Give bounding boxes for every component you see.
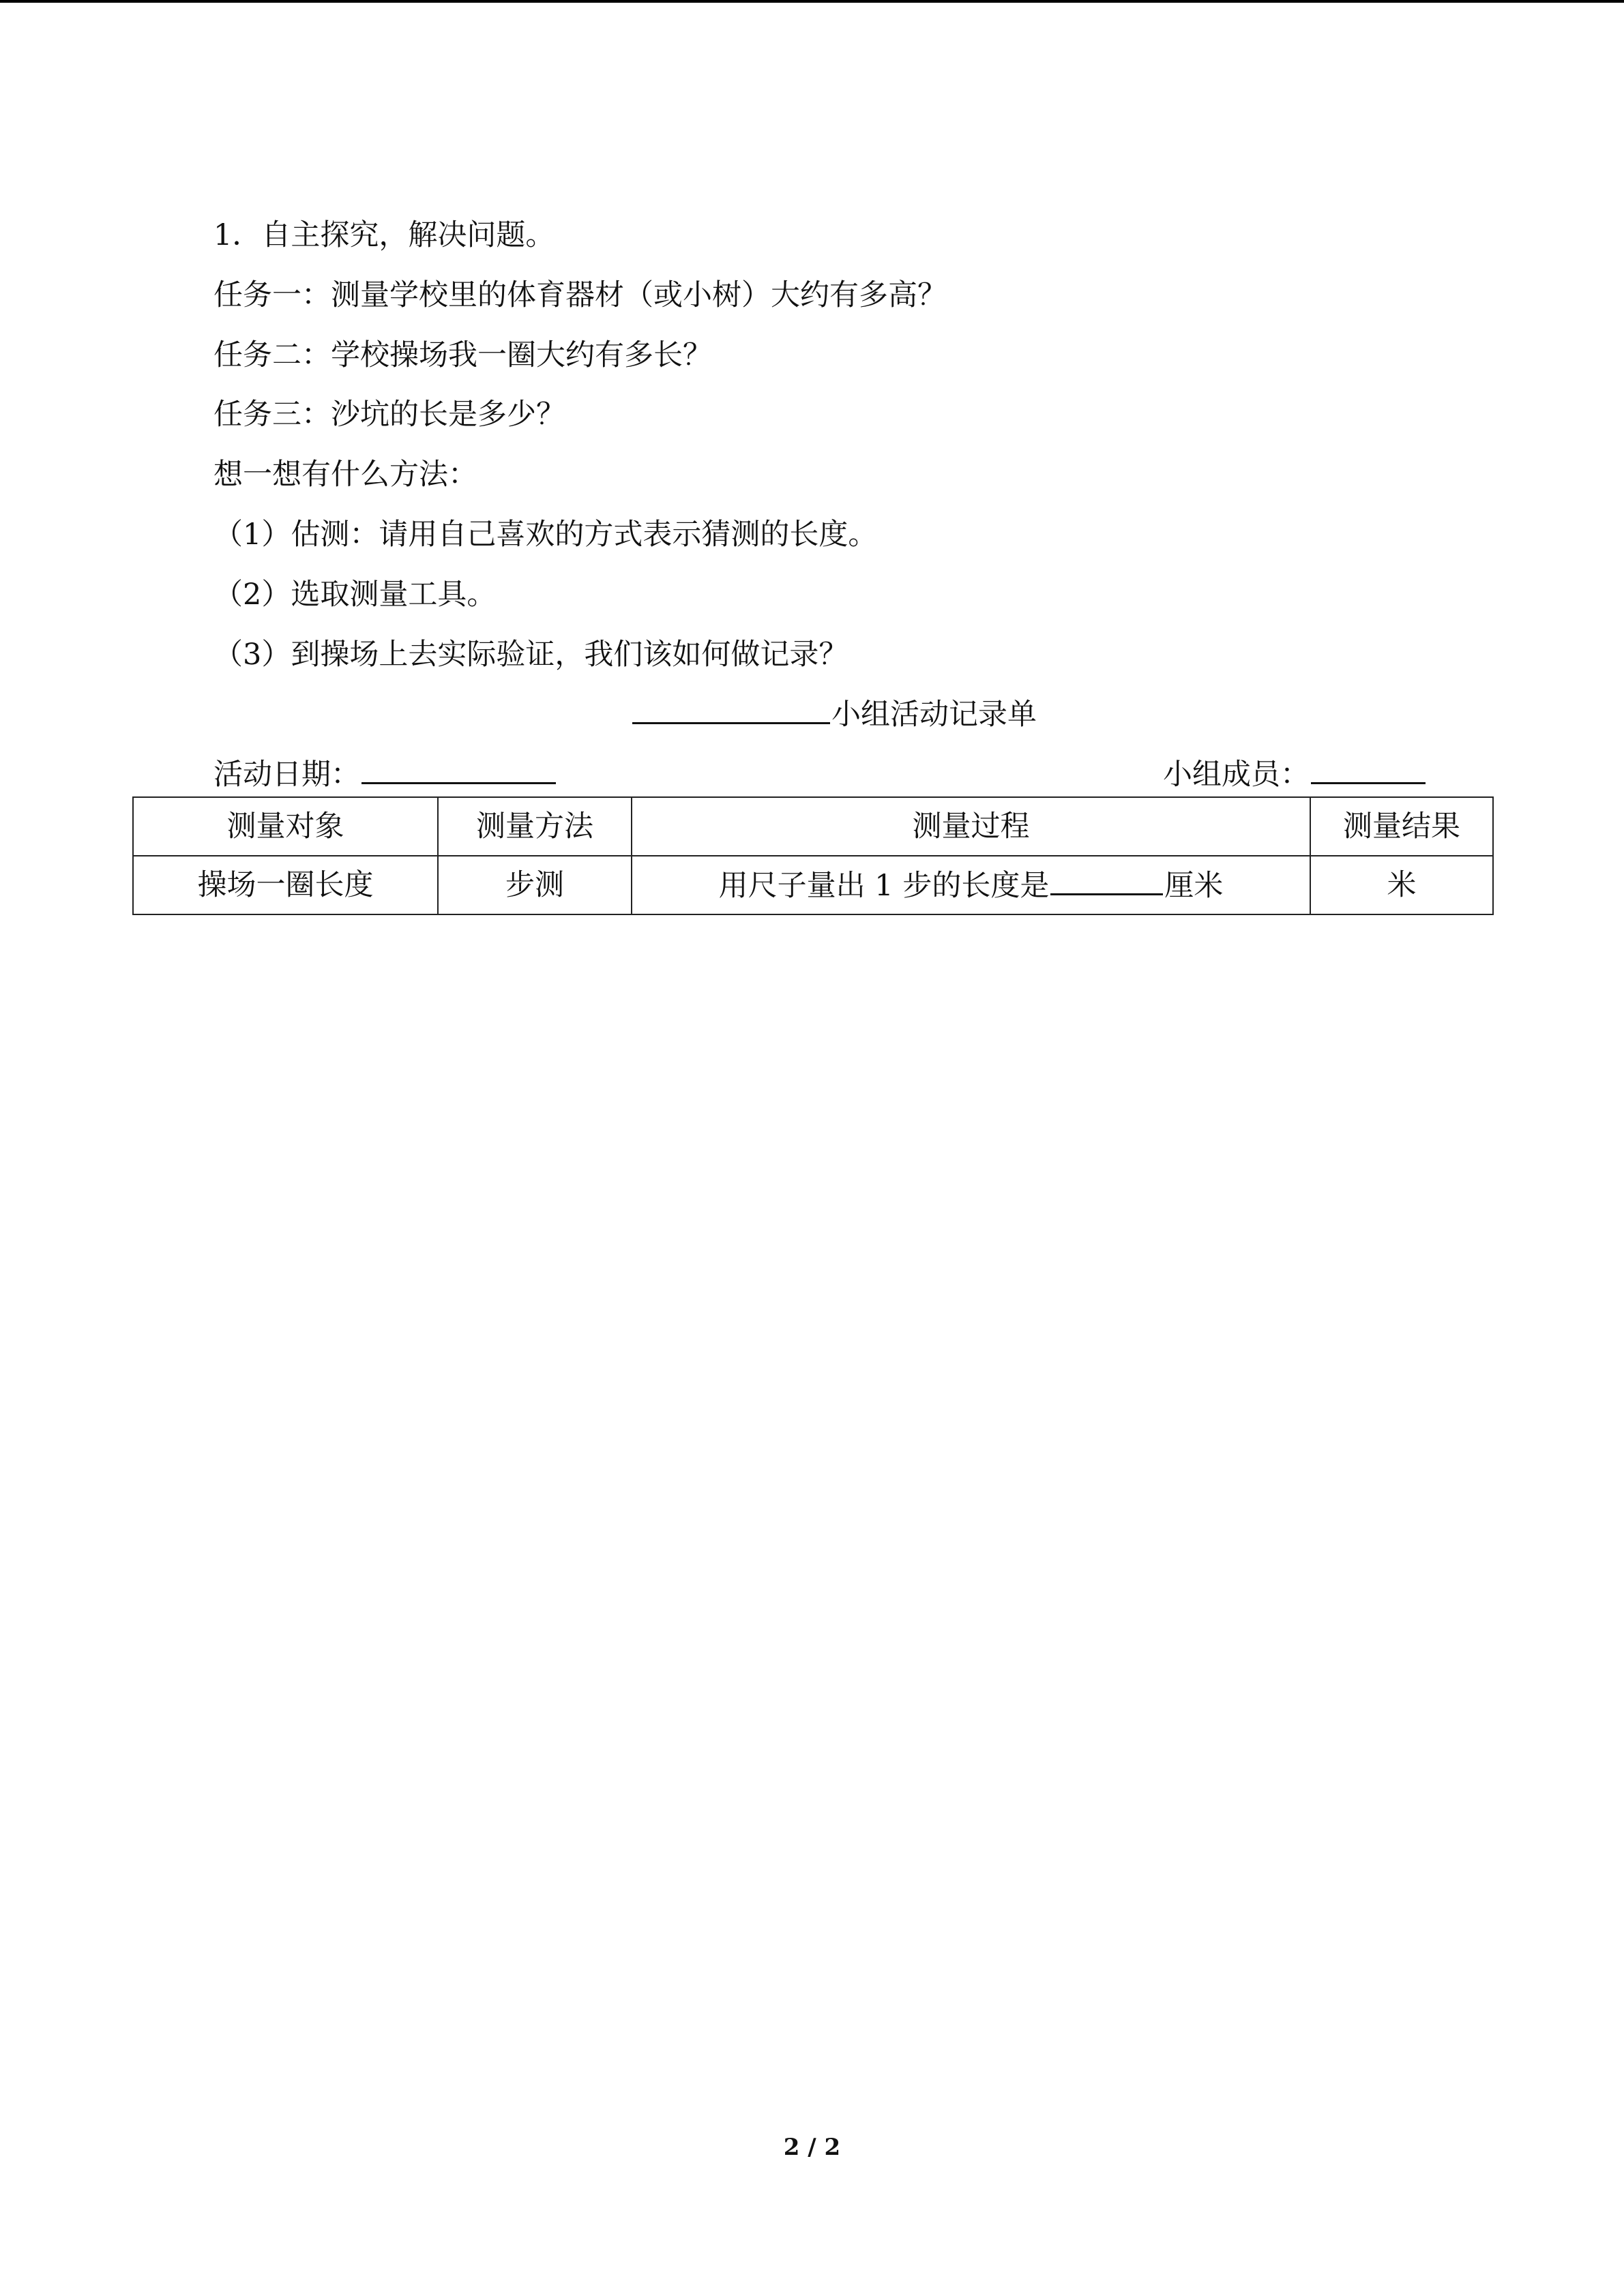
record-sheet-title-line	[631, 694, 1037, 735]
method-verify: （3）到操场上去实际验证，我们该如何做记录？	[213, 638, 848, 672]
task-three: 任务三：沙坑的长是多少？	[213, 398, 565, 432]
page-top-border	[0, 0, 1624, 3]
column-header-process: 测量过程	[632, 797, 1310, 856]
cell-result	[1310, 856, 1493, 914]
group-name-blank[interactable]	[632, 695, 830, 724]
cell-process	[632, 856, 1310, 914]
step-length-blank[interactable]	[1050, 866, 1163, 895]
table-header-row	[133, 797, 1493, 856]
method-select-tool: （2）选取测量工具。	[213, 578, 497, 612]
method-estimate: （1）估测：请用自己喜欢的方式表示猜测的长度。	[213, 518, 878, 552]
activity-date-blank[interactable]	[361, 755, 556, 784]
group-members-blank[interactable]	[1311, 755, 1426, 784]
cell-method: 步测	[438, 856, 632, 914]
record-sheet-title: 小组活动记录单	[831, 698, 1037, 732]
result-unit: 米	[1387, 868, 1417, 902]
process-unit: 厘米	[1164, 868, 1224, 903]
record-table	[132, 796, 1494, 915]
table-row	[133, 856, 1493, 914]
think-prompt: 想一想有什么方法：	[213, 458, 477, 492]
group-members-line	[1163, 754, 1427, 795]
column-header-method: 测量方法	[438, 797, 632, 856]
section-heading: 1．自主探究，解决问题。	[213, 218, 555, 252]
task-two: 任务二：学校操场我一圈大约有多长？	[213, 338, 712, 372]
task-one: 任务一：测量学校里的体育器材（或小树）大约有多高？	[213, 278, 947, 312]
cell-object: 操场一圈长度	[133, 856, 438, 914]
activity-date-line	[213, 754, 557, 795]
page-number: 2 / 2	[783, 2134, 841, 2161]
group-members-label: 小组成员：	[1163, 758, 1310, 792]
column-header-object: 测量对象	[133, 797, 438, 856]
activity-date-label: 活动日期：	[213, 758, 360, 792]
column-header-result: 测量结果	[1310, 797, 1493, 856]
process-prefix: 用尺子量出 1 步的长度是	[718, 868, 1050, 903]
